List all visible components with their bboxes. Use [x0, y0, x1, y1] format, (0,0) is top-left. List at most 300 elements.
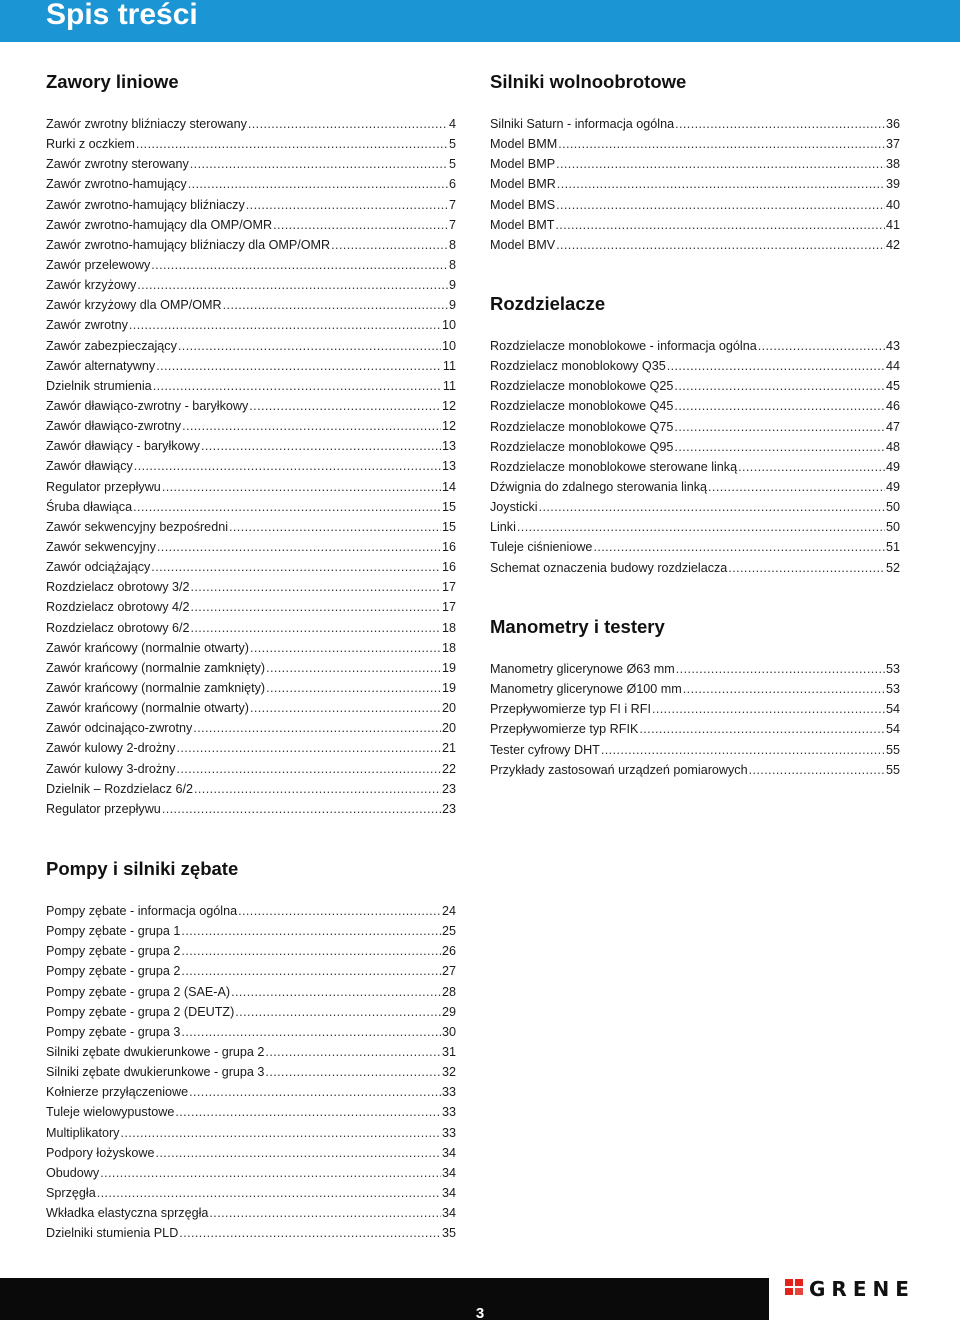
toc-dot-leader	[238, 901, 441, 921]
toc-dot-leader	[209, 1203, 441, 1223]
toc-entry[interactable]	[46, 698, 456, 718]
toc-entry[interactable]	[490, 396, 900, 416]
toc-entry[interactable]	[46, 901, 456, 921]
toc-entry-page: 33	[441, 1085, 456, 1100]
toc-dot-leader	[517, 517, 885, 537]
toc-entry[interactable]	[46, 1042, 456, 1062]
section-heading: Zawory liniowe	[46, 71, 179, 92]
toc-entry[interactable]	[490, 497, 900, 517]
toc-entry-page: 19	[441, 680, 456, 695]
section-silniki-wolnoobrotowe	[490, 72, 900, 255]
toc-entry-label: Tuleje ciśnieniowe	[490, 540, 593, 555]
toc-entry[interactable]	[46, 941, 456, 961]
toc-dot-leader	[273, 215, 448, 235]
toc-dot-leader	[555, 215, 885, 235]
toc-entry-label: Rurki z oczkiem	[46, 137, 135, 152]
toc-entry[interactable]	[46, 537, 456, 557]
toc-dot-leader	[246, 195, 448, 215]
toc-dot-leader	[181, 941, 441, 961]
toc-entry[interactable]	[46, 557, 456, 577]
toc-entry[interactable]	[46, 356, 456, 376]
toc-dot-leader	[229, 517, 441, 537]
toc-entry-label: Tester cyfrowy DHT	[490, 742, 600, 757]
toc-entry-page: 5	[448, 137, 456, 152]
toc-entry-page: 11	[442, 378, 456, 393]
toc-entry[interactable]	[46, 1123, 456, 1143]
toc-entry-page: 45	[885, 379, 900, 394]
toc-entry-page: 8	[448, 237, 456, 252]
toc-entry-label: Rozdzielacze monoblokowe Q75	[490, 419, 674, 434]
toc-entry-label: Regulator przepływu	[46, 801, 161, 816]
toc-entry-label: Zawór zabezpieczający	[46, 338, 177, 353]
toc-entry-label: Silniki Saturn - informacja ogólna	[490, 117, 675, 131]
toc-entry[interactable]	[46, 215, 456, 235]
toc-entry-label: Zawór przelewowy	[46, 257, 151, 272]
toc-dot-leader	[134, 456, 441, 476]
toc-entry-page: 36	[885, 117, 900, 131]
toc-entry[interactable]	[46, 456, 456, 476]
toc-entry[interactable]	[46, 1163, 456, 1183]
toc-entry-page: 4	[448, 117, 456, 131]
toc-entry[interactable]	[46, 517, 456, 537]
toc-entry-label: Zawór zwrotny sterowany	[46, 157, 189, 172]
toc-entry[interactable]	[490, 154, 900, 174]
toc-dot-leader	[194, 779, 441, 799]
toc-entry-page: 7	[448, 197, 456, 212]
toc-entry[interactable]	[46, 416, 456, 436]
section-heading: Pompy i silniki zębate	[46, 858, 239, 879]
toc-entry-page: 24	[441, 904, 456, 918]
toc-entry-page: 27	[441, 964, 456, 979]
toc-entry[interactable]	[46, 396, 456, 416]
toc-entry-page: 42	[885, 237, 900, 252]
toc-entry[interactable]	[46, 982, 456, 1002]
toc-entry-page: 10	[441, 318, 456, 333]
toc-entry-label: Zawór zwrotno-hamujący dla OMP/OMR	[46, 217, 273, 232]
toc-dot-leader	[231, 982, 441, 1002]
toc-dot-leader	[179, 1223, 441, 1243]
toc-entry-page: 30	[441, 1024, 456, 1039]
toc-entry-page: 15	[441, 519, 456, 534]
toc-entry-page: 19	[441, 660, 456, 675]
toc-dot-leader	[182, 416, 441, 436]
toc-dot-leader	[188, 174, 448, 194]
toc-dot-leader	[181, 961, 441, 981]
toc-entry-page: 53	[885, 662, 900, 676]
toc-entry-label: Zawór alternatywny	[46, 358, 156, 373]
toc-entry-label: Zawór dławiąco-zwrotny - baryłkowy	[46, 398, 249, 413]
toc-dot-leader	[175, 1102, 441, 1122]
toc-entry[interactable]	[46, 597, 456, 617]
toc-dot-leader	[191, 577, 441, 597]
toc-entry-page: 48	[885, 439, 900, 454]
toc-entry-label: Zawór dławiący	[46, 459, 133, 474]
toc-entry-page: 55	[885, 762, 900, 777]
toc-dot-leader	[601, 740, 885, 760]
toc-dot-leader	[235, 1002, 441, 1022]
toc-entry-page: 52	[885, 560, 900, 575]
toc-dot-leader	[181, 921, 441, 941]
toc-entry-label: Rozdzielacz obrotowy 3/2	[46, 580, 190, 595]
toc-dot-leader	[265, 1042, 441, 1062]
toc-entry[interactable]	[46, 114, 456, 134]
toc-dot-leader	[176, 759, 441, 779]
toc-entry-page: 33	[441, 1105, 456, 1120]
toc-dot-leader	[558, 134, 885, 154]
toc-entry[interactable]	[46, 1183, 456, 1203]
toc-dot-leader	[331, 235, 448, 255]
toc-entry-page: 15	[441, 499, 456, 514]
toc-dot-leader	[162, 477, 441, 497]
toc-entry-page: 47	[885, 419, 900, 434]
toc-entry-label: Wkładka elastyczna sprzęgła	[46, 1206, 209, 1221]
toc-entry[interactable]	[46, 799, 456, 819]
toc-entry[interactable]	[46, 315, 456, 335]
toc-entry-label: Model BMM	[490, 137, 558, 152]
toc-entry[interactable]	[490, 457, 900, 477]
toc-entry-page: 31	[441, 1044, 456, 1059]
toc-dot-leader	[162, 799, 441, 819]
toc-entry[interactable]	[46, 1002, 456, 1022]
section-heading: Rozdzielacze	[490, 293, 606, 314]
toc-entry-label: Rozdzielacze monoblokowe - informacja ogólna	[490, 339, 757, 353]
toc-entry[interactable]	[46, 1082, 456, 1102]
toc-list	[46, 901, 456, 1243]
toc-entry-page: 40	[885, 197, 900, 212]
toc-entry[interactable]	[490, 114, 900, 134]
toc-dot-leader	[191, 618, 441, 638]
toc-entry[interactable]	[490, 477, 900, 497]
toc-entry[interactable]	[46, 1022, 456, 1042]
toc-dot-leader	[683, 679, 885, 699]
toc-dot-leader	[266, 658, 441, 678]
toc-entry-label: Przepływomierze typ RFIK	[490, 722, 639, 737]
section-rozdzielacze	[490, 294, 900, 578]
toc-entry-label: Zawór sekwencyjny bezpośredni	[46, 519, 228, 534]
section-manometry-i-testery	[490, 617, 900, 780]
toc-entry-label: Zawór krańcowy (normalnie zamknięty)	[46, 680, 266, 695]
toc-entry-label: Joysticki	[490, 500, 538, 515]
logo-mark-icon	[785, 1279, 803, 1295]
toc-dot-leader	[249, 396, 441, 416]
toc-entry[interactable]	[490, 699, 900, 719]
toc-entry-label: Przepływomierze typ FI i RFI	[490, 702, 651, 717]
toc-entry-label: Zawór odcinająco-zwrotny	[46, 721, 193, 736]
toc-dot-leader	[676, 659, 885, 679]
toc-entry-label: Pompy zębate - grupa 2 (DEUTZ)	[46, 1004, 235, 1019]
toc-entry-page: 8	[448, 257, 456, 272]
toc-entry[interactable]	[46, 477, 456, 497]
toc-dot-leader	[675, 114, 885, 134]
toc-entry-page: 17	[441, 600, 456, 615]
toc-entry-page: 51	[885, 540, 900, 555]
toc-entry[interactable]	[46, 779, 456, 799]
toc-entry-page: 13	[441, 459, 456, 474]
toc-entry-page: 44	[885, 359, 900, 374]
toc-entry-page: 49	[885, 459, 900, 474]
toc-entry-page: 16	[441, 539, 456, 554]
toc-entry[interactable]	[46, 738, 456, 758]
toc-entry[interactable]	[46, 235, 456, 255]
toc-entry-label: Zawór krzyżowy	[46, 278, 137, 293]
toc-entry-page: 55	[885, 742, 900, 757]
toc-entry-label: Silniki zębate dwukierunkowe - grupa 3	[46, 1065, 265, 1080]
toc-dot-leader	[151, 557, 441, 577]
toc-entry[interactable]	[46, 436, 456, 456]
toc-dot-leader	[136, 134, 448, 154]
toc-entry-label: Schemat oznaczenia budowy rozdzielacza	[490, 560, 728, 575]
toc-entry-label: Linki	[490, 520, 516, 535]
toc-entry-label: Zawór dławiąco-zwrotny	[46, 419, 182, 434]
toc-entry-page: 12	[441, 398, 456, 413]
toc-entry-page: 38	[885, 157, 900, 172]
toc-entry[interactable]	[46, 759, 456, 779]
toc-list	[490, 114, 900, 255]
toc-entry-page: 50	[885, 500, 900, 515]
toc-entry-label: Rozdzielacze monoblokowe Q25	[490, 379, 674, 394]
toc-entry-label: Manometry glicerynowe Ø100 mm	[490, 682, 682, 697]
toc-dot-leader	[120, 1123, 441, 1143]
toc-entry-page: 34	[441, 1165, 456, 1180]
toc-entry-label: Zawór zwrotny bliźniaczy sterowany	[46, 117, 247, 131]
toc-dot-leader	[557, 174, 885, 194]
toc-entry-page: 12	[441, 419, 456, 434]
toc-entry[interactable]	[46, 658, 456, 678]
toc-dot-leader	[266, 678, 441, 698]
toc-entry-label: Dźwignia do zdalnego sterowania linką	[490, 479, 708, 494]
toc-entry-label: Tuleje wielowypustowe	[46, 1105, 175, 1120]
toc-entry-page: 20	[441, 721, 456, 736]
toc-entry[interactable]	[46, 618, 456, 638]
toc-entry[interactable]	[46, 275, 456, 295]
toc-entry[interactable]	[46, 195, 456, 215]
toc-entry[interactable]	[490, 760, 900, 780]
toc-dot-leader	[265, 1062, 441, 1082]
toc-entry-label: Model BMT	[490, 217, 555, 232]
toc-entry-label: Rozdzielacz monoblokowy Q35	[490, 359, 666, 374]
toc-entry[interactable]	[46, 174, 456, 194]
toc-entry[interactable]	[490, 719, 900, 739]
toc-entry-page: 28	[441, 984, 456, 999]
toc-entry[interactable]	[46, 154, 456, 174]
toc-entry[interactable]	[46, 577, 456, 597]
toc-entry[interactable]	[490, 537, 900, 557]
toc-dot-leader	[190, 154, 448, 174]
toc-dot-leader	[191, 597, 441, 617]
toc-entry-page: 32	[441, 1065, 456, 1080]
toc-dot-leader	[100, 1163, 441, 1183]
toc-entry-label: Zawór zwrotny	[46, 318, 128, 333]
toc-dot-leader	[667, 356, 885, 376]
toc-entry-label: Manometry glicerynowe Ø63 mm	[490, 662, 675, 676]
toc-entry-label: Model BMS	[490, 197, 556, 212]
toc-dot-leader	[556, 235, 885, 255]
toc-entry-label: Model BMR	[490, 177, 556, 192]
toc-entry-page: 33	[441, 1125, 456, 1140]
brand-logo	[769, 1278, 960, 1320]
toc-entry-page: 9	[448, 298, 456, 313]
toc-entry[interactable]	[46, 255, 456, 275]
toc-entry-label: Zawór krańcowy (normalnie zamknięty)	[46, 660, 266, 675]
toc-dot-leader	[129, 315, 441, 335]
section-pompy-i-silniki-zebate	[46, 859, 456, 1243]
toc-entry-label: Multiplikatory	[46, 1125, 120, 1140]
toc-dot-leader	[674, 396, 885, 416]
toc-entry-label: Sprzęgła	[46, 1185, 96, 1200]
toc-entry-label: Zawór sekwencyjny	[46, 539, 156, 554]
toc-entry-label: Zawór dławiący - baryłkowy	[46, 439, 200, 454]
toc-dot-leader	[178, 336, 441, 356]
toc-entry-label: Model BMV	[490, 237, 556, 252]
toc-entry-page: 49	[885, 479, 900, 494]
toc-entry-page: 37	[885, 137, 900, 152]
toc-entry-label: Pompy zębate - grupa 2	[46, 964, 181, 979]
toc-dot-leader	[708, 477, 885, 497]
toc-entry[interactable]	[46, 1143, 456, 1163]
toc-entry-page: 22	[441, 761, 456, 776]
toc-dot-leader	[556, 154, 885, 174]
toc-entry[interactable]	[490, 558, 900, 578]
toc-entry-page: 54	[885, 722, 900, 737]
toc-entry-page: 17	[441, 580, 456, 595]
toc-entry-page: 5	[448, 157, 456, 172]
toc-entry[interactable]	[490, 195, 900, 215]
toc-entry[interactable]	[490, 659, 900, 679]
toc-entry[interactable]	[490, 356, 900, 376]
toc-entry-label: Przykłady zastosowań urządzeń pomiarowych	[490, 762, 748, 777]
toc-dot-leader	[156, 356, 442, 376]
toc-entry[interactable]	[46, 961, 456, 981]
toc-entry-page: 6	[448, 177, 456, 192]
section-heading: Silniki wolnoobrotowe	[490, 71, 687, 92]
toc-entry[interactable]	[490, 517, 900, 537]
toc-entry-page: 9	[448, 278, 456, 293]
toc-dot-leader	[738, 457, 885, 477]
page-number: 3	[475, 1305, 485, 1322]
toc-entry-page: 39	[885, 177, 900, 192]
toc-entry-page: 13	[441, 439, 456, 454]
toc-dot-leader	[674, 417, 885, 437]
toc-entry-label: Rozdzielacze monoblokowe sterowane linką	[490, 459, 738, 474]
toc-entry[interactable]	[490, 235, 900, 255]
toc-entry[interactable]	[46, 638, 456, 658]
toc-dot-leader	[674, 376, 885, 396]
toc-dot-leader	[674, 437, 885, 457]
toc-entry-page: 18	[441, 620, 456, 635]
toc-entry-page: 10	[441, 338, 456, 353]
toc-dot-leader	[157, 537, 441, 557]
toc-entry-page: 53	[885, 682, 900, 697]
toc-dot-leader	[749, 760, 885, 780]
toc-entry-page: 20	[441, 701, 456, 716]
toc-entry[interactable]	[490, 740, 900, 760]
toc-entry[interactable]	[490, 437, 900, 457]
toc-entry[interactable]	[490, 134, 900, 154]
toc-dot-leader	[250, 698, 441, 718]
toc-entry-label: Model BMP	[490, 157, 556, 172]
toc-entry[interactable]	[490, 174, 900, 194]
toc-dot-leader	[652, 699, 885, 719]
toc-entry-page: 29	[441, 1004, 456, 1019]
toc-entry[interactable]	[46, 497, 456, 517]
toc-entry-label: Zawór krzyżowy dla OMP/OMR	[46, 298, 222, 313]
toc-entry-label: Zawór kulowy 3-drożny	[46, 761, 176, 776]
toc-entry[interactable]	[46, 921, 456, 941]
section-heading: Manometry i testery	[490, 616, 665, 637]
toc-dot-leader	[539, 497, 885, 517]
toc-entry[interactable]	[46, 376, 456, 396]
toc-entry[interactable]	[46, 295, 456, 315]
toc-entry-label: Pompy zębate - grupa 2 (SAE-A)	[46, 984, 231, 999]
toc-entry-label: Dzielnik strumienia	[46, 378, 152, 393]
toc-dot-leader	[137, 275, 448, 295]
toc-entry[interactable]	[46, 1223, 456, 1243]
toc-entry[interactable]	[46, 678, 456, 698]
toc-entry-page: 25	[441, 924, 456, 939]
toc-entry-page: 34	[441, 1145, 456, 1160]
toc-dot-leader	[250, 638, 441, 658]
toc-entry[interactable]	[490, 215, 900, 235]
section-zawory-liniowe	[46, 72, 456, 819]
toc-entry-label: Rozdzielacze monoblokowe Q45	[490, 399, 674, 414]
toc-entry[interactable]	[490, 417, 900, 437]
toc-entry-label: Pompy zębate - grupa 2	[46, 944, 181, 959]
toc-entry-page: 11	[442, 358, 456, 373]
toc-entry-label: Zawór kulowy 2-drożny	[46, 741, 176, 756]
toc-dot-leader	[153, 376, 442, 396]
toc-dot-leader	[97, 1183, 441, 1203]
toc-entry-page: 23	[441, 781, 456, 796]
toc-entry[interactable]	[46, 1062, 456, 1082]
toc-dot-leader	[201, 436, 441, 456]
toc-dot-leader	[556, 195, 885, 215]
toc-dot-leader	[593, 537, 885, 557]
toc-entry-page: 18	[441, 640, 456, 655]
page-title: Spis treści	[46, 0, 198, 31]
toc-dot-leader	[248, 114, 448, 134]
toc-entry-page: 41	[885, 217, 900, 232]
toc-list	[490, 659, 900, 780]
toc-dot-leader	[176, 738, 441, 758]
toc-entry-page: 14	[441, 479, 456, 494]
toc-entry-label: Pompy zębate - grupa 3	[46, 1024, 181, 1039]
toc-entry[interactable]	[46, 134, 456, 154]
toc-entry[interactable]	[46, 1102, 456, 1122]
toc-dot-leader	[189, 1082, 441, 1102]
toc-entry-label: Pompy zębate - grupa 1	[46, 924, 181, 939]
toc-entry-page: 23	[441, 801, 456, 816]
toc-entry-label: Rozdzielacz obrotowy 4/2	[46, 600, 190, 615]
toc-dot-leader	[758, 336, 885, 356]
toc-dot-leader	[181, 1022, 441, 1042]
brand-name: GRENE	[809, 1277, 915, 1301]
toc-entry-label: Zawór krańcowy (normalnie otwarty)	[46, 640, 249, 655]
toc-dot-leader	[728, 558, 885, 578]
toc-entry-page: 7	[448, 217, 456, 232]
toc-entry[interactable]	[46, 336, 456, 356]
toc-entry-page: 46	[885, 399, 900, 414]
toc-entry-label: Zawór odciążający	[46, 560, 151, 575]
toc-entry-label: Pompy zębate - informacja ogólna	[46, 904, 238, 918]
toc-entry[interactable]	[490, 336, 900, 356]
toc-entry-page: 35	[441, 1226, 456, 1241]
toc-entry[interactable]	[46, 1203, 456, 1223]
toc-entry[interactable]	[490, 376, 900, 396]
toc-entry-page: 34	[441, 1185, 456, 1200]
toc-entry[interactable]	[490, 679, 900, 699]
toc-entry[interactable]	[46, 718, 456, 738]
toc-entry-page: 26	[441, 944, 456, 959]
